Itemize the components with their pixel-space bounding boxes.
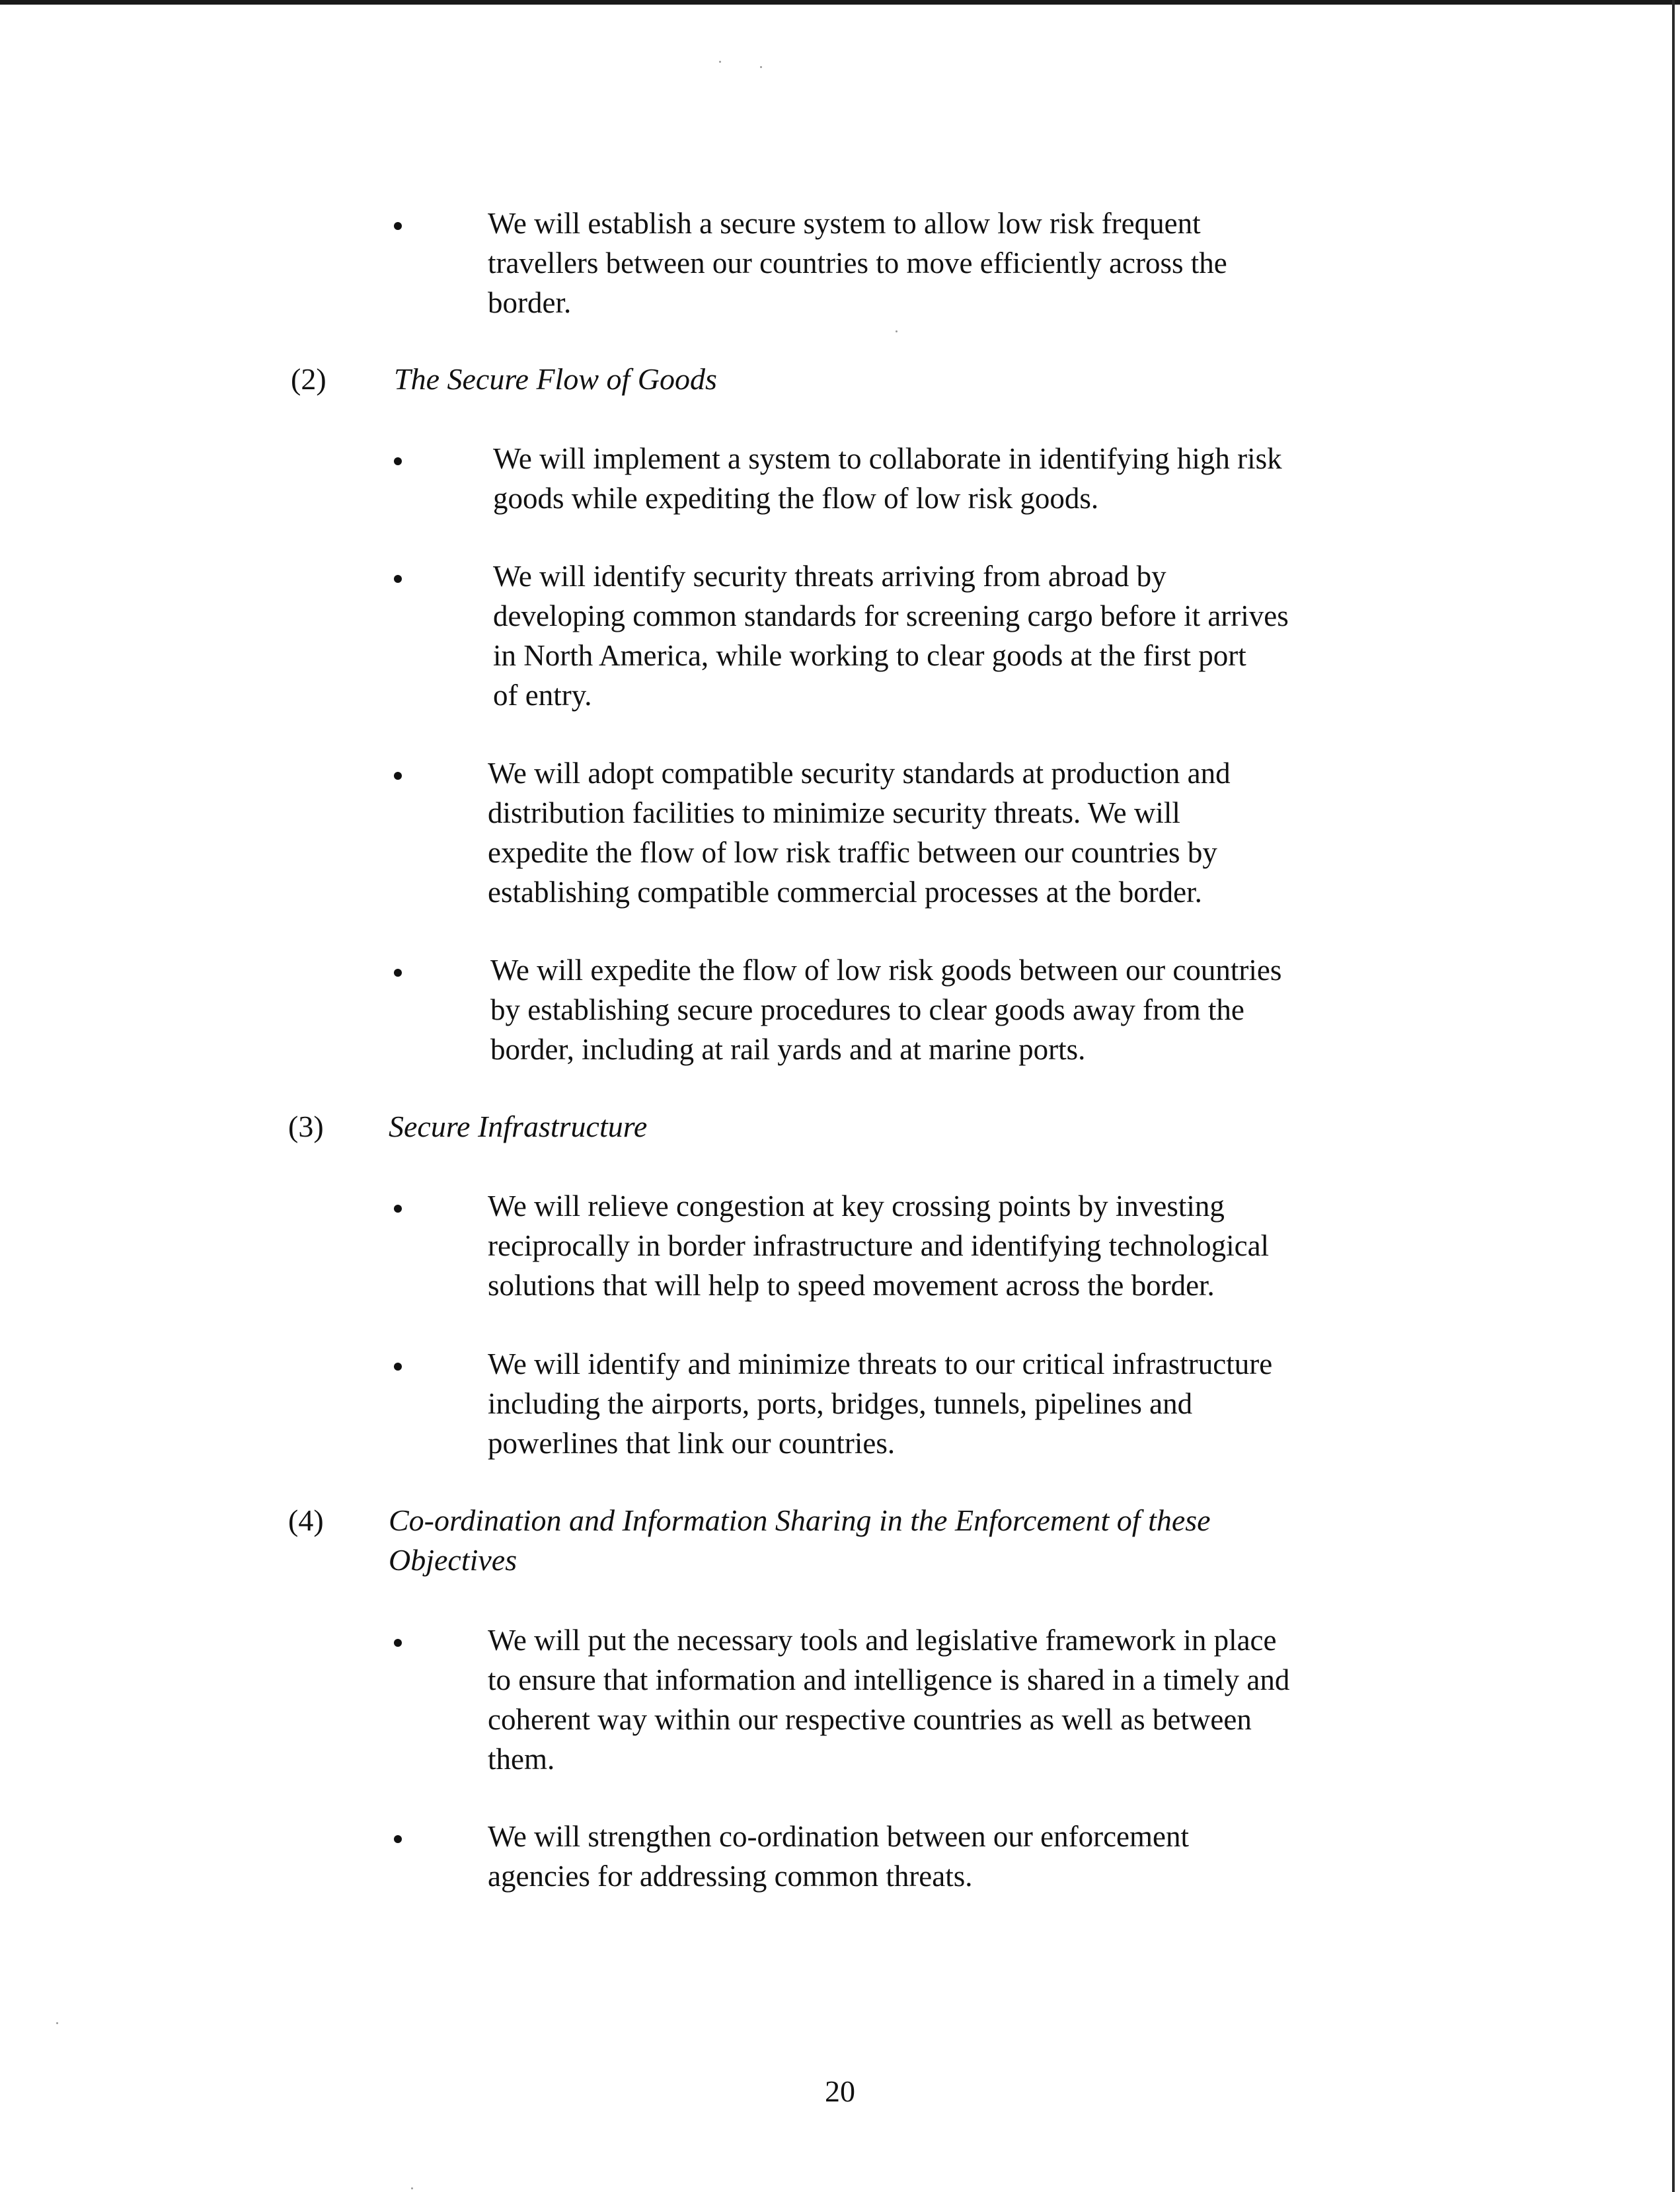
scan-speck <box>719 61 721 63</box>
bullet-icon <box>394 222 402 230</box>
bullet-icon <box>394 1363 402 1371</box>
bullet-text: We will put the necessary tools and legislative framework in place to ensure that information and intelligence is shared in a timely and coherent way within our respective countries as well as between them. <box>488 1624 1290 1776</box>
section-heading <box>0 1107 1680 1153</box>
bullet-text: We will implement a system to collaborate in identifying high risk goods while expediting the flow of low risk goods. <box>493 442 1282 515</box>
bullet-icon <box>394 969 402 977</box>
bullet-icon <box>394 457 402 465</box>
scan-speck <box>411 2187 413 2189</box>
section-title: Secure Infrastructure <box>389 1110 648 1143</box>
scan-speck <box>896 330 897 332</box>
section-number: (3) <box>288 1110 324 1143</box>
scan-speck <box>56 2022 58 2024</box>
bullet-text: We will relieve congestion at key crossing points by investing reciprocally in border infrastructure and identifying technological solutions that will help to speed movement across the border. <box>488 1190 1270 1302</box>
section-title: The Secure Flow of Goods <box>394 362 717 396</box>
bullet-icon <box>394 1639 402 1647</box>
page-number: 20 <box>825 2074 855 2108</box>
bullet-text: We will strengthen co-ordination between our enforcement agencies for addressing common threats. <box>488 1820 1189 1893</box>
bullet-icon <box>394 575 402 583</box>
bullet-text: We will establish a secure system to allow low risk frequent travellers between our countries to move efficiently across the border. <box>488 207 1227 319</box>
scan-speck <box>760 66 762 68</box>
section-number: (4) <box>288 1503 324 1537</box>
bullet-icon <box>394 772 402 780</box>
section-heading <box>0 1501 1680 1577</box>
scan-top-edge <box>0 0 1680 5</box>
bullet-text: We will expedite the flow of low risk goods between our countries by establishing secure procedures to clear goods away from the border, including at rail yards and at marine ports. <box>490 954 1282 1066</box>
section-number: (2) <box>291 362 326 396</box>
section-heading <box>0 359 1680 406</box>
bullet-text: We will identify security threats arriving from abroad by developing common standards for screening cargo before it arrives in North America, while working to clear goods at the first port of entry. <box>493 560 1289 712</box>
bullet-icon <box>394 1205 402 1213</box>
section-title: Co-ordination and Information Sharing in the Enforcement of these Objectives <box>389 1503 1211 1577</box>
bullet-text: We will identify and minimize threats to our critical infrastructure including the airports, ports, bridges, tunnels, pipelines and powerlines that link our countries. <box>488 1347 1273 1460</box>
bullet-text: We will adopt compatible security standards at production and distribution facilities to minimize security threats. We will expedite the flow of low risk traffic between our countries by establishing compatible commercial processes at the border. <box>488 757 1231 909</box>
scan-right-edge <box>1672 0 1675 2192</box>
bullet-icon <box>394 1835 402 1843</box>
